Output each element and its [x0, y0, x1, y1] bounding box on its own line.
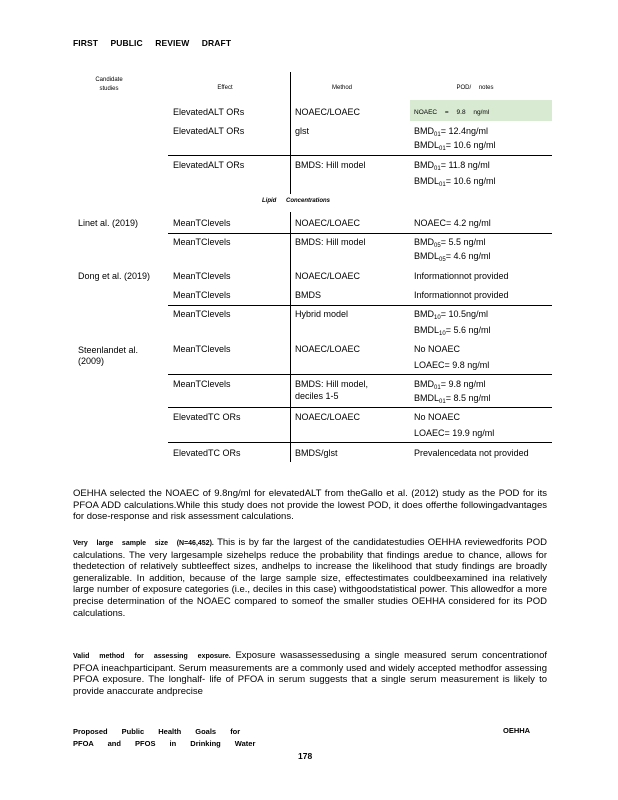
paragraph-lead: Valid method for assessing exposure. [73, 653, 231, 660]
cell-pod: Prevalencedata not provided [414, 448, 529, 458]
cell-pod: $BMD_{10}= 10.5ng/ml$ [414, 309, 488, 321]
cell-method: BMDS/glst [295, 448, 338, 458]
cell-pod: $BMD_{05}= 5.5$ ng/ml [414, 237, 486, 249]
cell-method: BMDS [295, 290, 322, 300]
cell-effect: MeanTClevels [173, 237, 231, 247]
cell-method-lower: deciles 1-5 [295, 391, 339, 401]
study-lin: Linet al. (2019) [78, 218, 139, 228]
study-dong: Dong et al. (2019) [78, 271, 151, 281]
section-label: Lipid Concentrations [262, 198, 330, 204]
cell-method: NOAEC/LOAEC [295, 344, 361, 354]
cell-pod-lower: $BMDL_{01}= 10.6$ ng/ml [414, 176, 496, 188]
row-divider [168, 407, 552, 408]
cell-method: NOAEC/LOAEC [295, 271, 361, 281]
cell-pod: $BMD_{01}= 12.4ng/ml$ [414, 126, 488, 138]
cell-method: Hybrid model [295, 309, 349, 319]
cell-effect: ElevatedALT ORs [173, 160, 245, 170]
table-divider [290, 72, 291, 194]
cell-pod-lower: LOAEC= 9.8 ng/ml [414, 360, 490, 370]
cell-effect: ElevatedALT ORs [173, 107, 245, 117]
row-divider [168, 233, 552, 234]
cell-pod: $BMD_{01}= 9.8$ ng/ml [414, 379, 486, 391]
cell-effect: ElevatedALT ORs [173, 126, 245, 136]
cell-pod-lower: $BMDL_{01}= 8.5$ ng/ml [414, 393, 491, 405]
cell-pod-lower: $BMDL_{01}= 10.6$ ng/ml [414, 140, 496, 152]
cell-pod-lower: LOAEC= 19.9 ng/ml [414, 428, 495, 438]
row-divider [168, 442, 552, 443]
cell-method: BMDS: Hill model [295, 160, 366, 170]
cell-pod: Informationnot provided [414, 271, 509, 281]
cell-method: BMDS: Hill model, [295, 379, 369, 389]
cell-effect: MeanTClevels [173, 290, 231, 300]
cell-pod: NOAEC= 4.2 ng/ml [414, 218, 491, 228]
cell-pod: NOAEC = 9.8 ng/ml [414, 109, 490, 116]
page-header: FIRST PUBLIC REVIEW DRAFT [73, 38, 232, 48]
cell-pod-lower: $BMDL_{10}= 5.6$ ng/ml [414, 325, 491, 337]
row-divider [168, 374, 552, 375]
row-divider [168, 305, 552, 306]
study-steenland-year: (2009) [78, 356, 105, 366]
cell-effect: MeanTClevels [173, 379, 231, 389]
paragraph-lead: Very large sample size (N=46,452). [73, 540, 214, 547]
col-header-method: Method [331, 85, 352, 91]
col-header-effect: Effect [217, 85, 233, 91]
footer-title: Proposed Public Health Goals for PFOA and PFOS in Drinking Water [73, 727, 256, 748]
cell-pod-lower: $BMDL_{05}= 4.6$ ng/ml [414, 251, 491, 263]
row-divider [168, 155, 552, 156]
cell-pod: No NOAEC [414, 412, 461, 422]
cell-effect: MeanTClevels [173, 344, 231, 354]
page-number: 178 [298, 751, 313, 761]
cell-pod: $BMD_{01}= 11.8$ ng/ml [414, 160, 490, 172]
paragraph-selection: OEHHA selected the NOAEC of 9.8ng/ml for elevatedALT from theGallo et al. (2012) study as the POD for its PFOA ADD calculations.While this study does not provide the lowest POD, it does offerthe followingadvantages for dose-response and risk assessment calculations. [73, 488, 547, 523]
cell-method: NOAEC/LOAEC [295, 218, 361, 228]
cell-effect: MeanTClevels [173, 309, 231, 319]
cell-pod: No NOAEC [414, 344, 461, 354]
cell-effect: MeanTClevels [173, 271, 231, 281]
table-divider [290, 212, 291, 462]
paragraph-valid-method: Valid method for assessing exposure. Exposure wasassessedusing a single measured serum concentrationof PFOA ineachparticipant. Serum measurements are a commonly used and widely accepted methodfor assessing PFOA exposure. The longhalf- life of PFOA in serum suggests that a single serum measurement is likely to provide anaccurate andprecise [73, 650, 548, 697]
footer-agency: OEHHA [503, 726, 531, 735]
cell-pod: Informationnot provided [414, 290, 509, 300]
cell-effect: ElevatedTC ORs [173, 412, 241, 422]
cell-method: NOAEC/LOAEC [295, 107, 361, 117]
cell-method: glst [295, 126, 310, 136]
paragraph-sample-size: Very large sample size (N=46,452). This is by far the largest of the candidatestudies OEHHA reviewedforits POD calculations. The very largesample sizehelps reduce the probability that findings aredue to chance, allows for thedetection of relatively subtleeffect sizes, andhelps to increase the likelihood that study findings are broadly generalizable. In addition, because of the large sample size, effectestimates couldbeexamined ina relatively large number of exposure categories (i.e., deciles in this case) withgoodstatistical power. This allowedfor a more precise determination of the NOAEC compared to someof the smaller studies OEHHA considered for its POD calculations. [73, 537, 548, 619]
cell-effect: ElevatedTC ORs [173, 448, 241, 458]
cell-effect: MeanTClevels [173, 218, 231, 228]
cell-method: BMDS: Hill model [295, 237, 366, 247]
col-header-candidate: Candidate studies [95, 77, 123, 92]
cell-method: NOAEC/LOAEC [295, 412, 361, 422]
col-header-pod: POD/ notes [456, 85, 494, 91]
study-steenland: Steenlandet al. [78, 345, 139, 355]
